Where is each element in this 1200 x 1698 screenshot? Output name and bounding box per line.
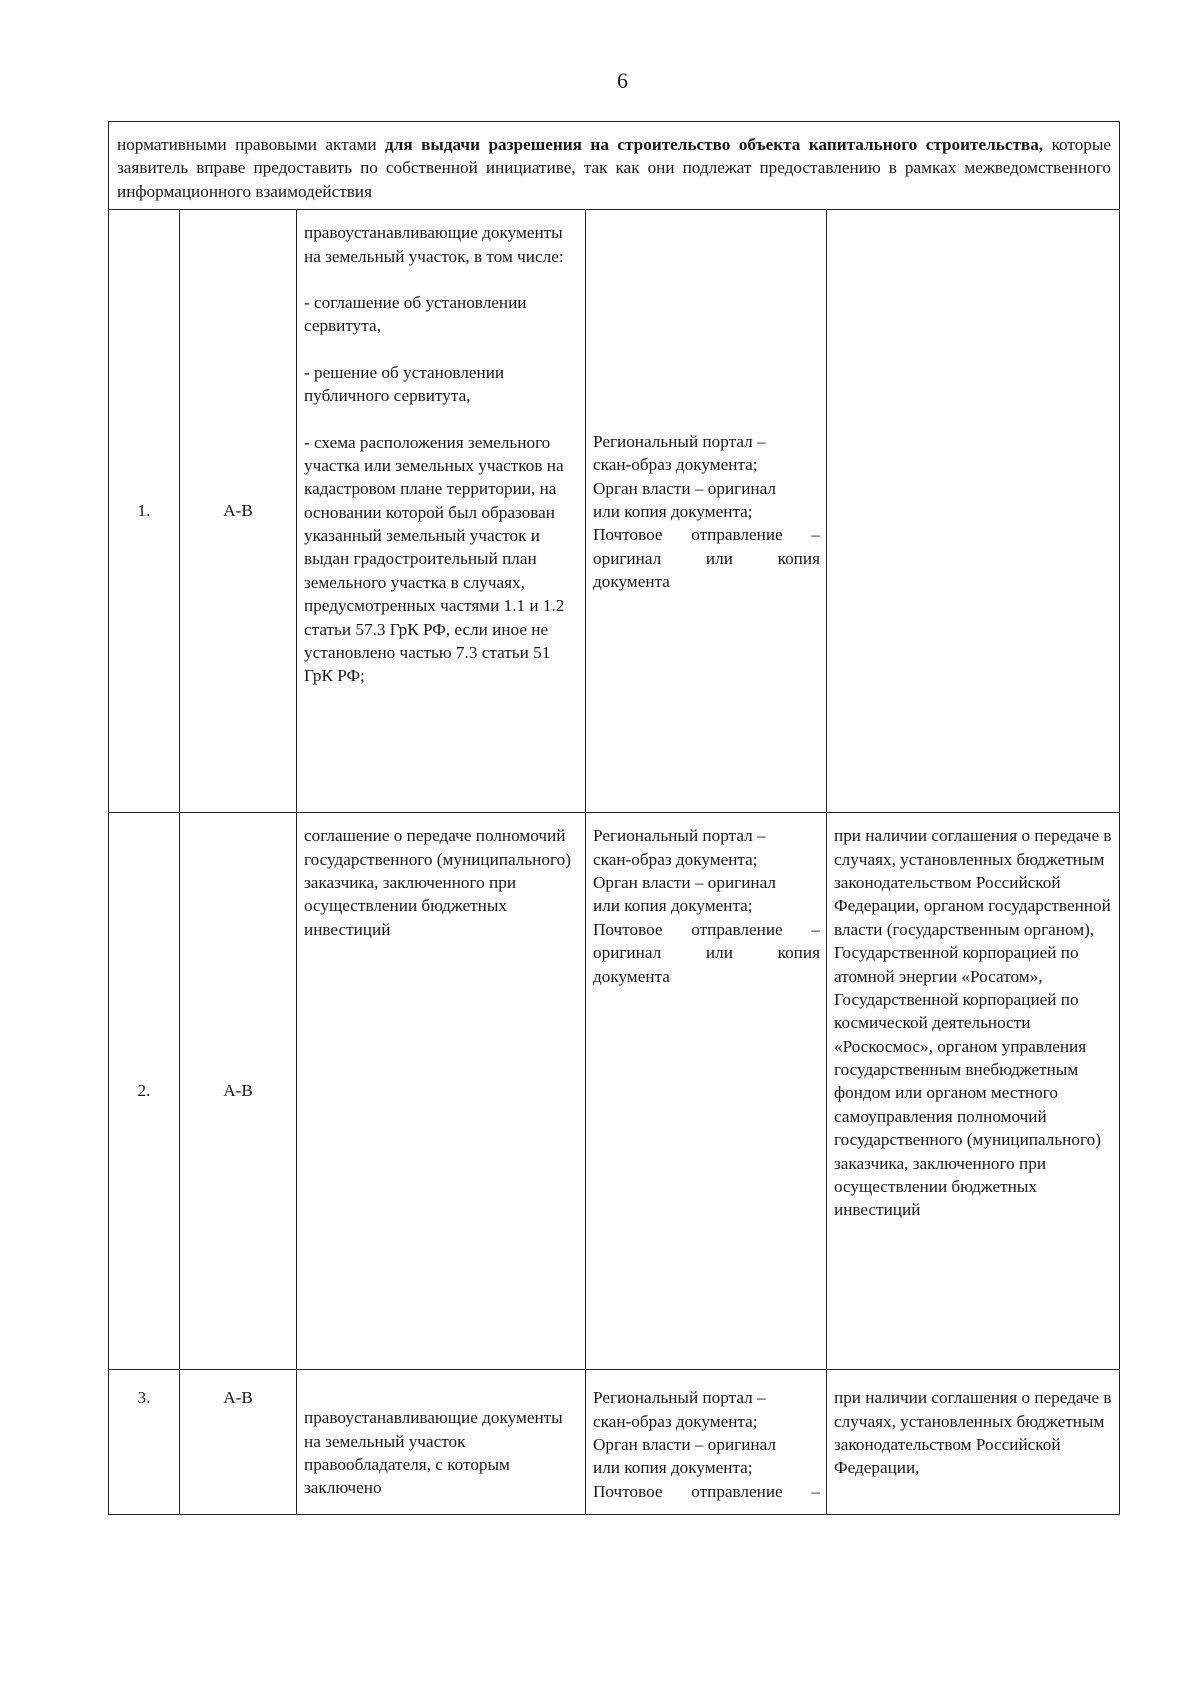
documents-table <box>108 121 1120 1515</box>
row-method <box>586 813 827 1370</box>
method-line: Почтовое отправление – <box>593 525 820 545</box>
method-line: Почтовое отправление – <box>593 919 820 939</box>
document-part: - решение об установлении публичного сервитута, <box>304 362 505 406</box>
table-header-cell <box>109 122 1120 210</box>
row-number: 1. <box>109 210 180 813</box>
header-text-after: которые заявитель вправе предоставить по собственной инициативе, так как они подлежат предоставлению в рамках межведомственного информационного взаимодействия <box>117 135 1112 201</box>
method-line: оригинал или копия <box>593 548 820 568</box>
row-document <box>297 210 586 813</box>
header-text-before: нормативными правовыми актами <box>117 135 377 154</box>
row-method <box>586 1370 827 1515</box>
row-number: 3. <box>109 1370 180 1515</box>
method-line: или копия документа; <box>593 1458 753 1478</box>
method-line: оригинал или копия <box>593 943 820 963</box>
row-document <box>297 1370 586 1515</box>
table-header-row <box>109 122 1120 210</box>
method-line: Региональный портал – <box>593 1388 766 1408</box>
row-code: А-В <box>180 1370 297 1515</box>
method-line: или копия документа; <box>593 896 753 916</box>
page-number: 6 <box>617 68 628 93</box>
row-document <box>297 813 586 1370</box>
method-line: Региональный портал – <box>593 431 766 451</box>
document-part: - схема расположения земельного участка или земельных участков на кадастровом плане территории, на основании которой был образован указанный земельный участок и выдан градостроительный план земельного участка в случаях, предусмотренных частями 1.1 и 1.2 статьи 57.3 ГрК РФ, если иное не установлено частью 7.3 статьи 51 ГрК РФ; <box>304 432 565 686</box>
row-number: 2. <box>109 813 180 1370</box>
row-condition: при наличии соглашения о передаче в случаях, установленных бюджетным законодательством Российской Федерации, органом государственной власти (государственным органом), Государственной корпорацией по атомной энергии «Росатом», Государственной корпорацией по космической деятельности «Роскосмос», органом управления государственным внебюджетным фондом или органом местного самоуправления полномочий государственного (муниципального) заказчика, заключенного при осуществлении бюджетных инвестиций <box>827 813 1120 1370</box>
document-part: соглашение о передаче полномочий государственного (муниципального) заказчика, заключенного при осуществлении бюджетных инвестиций <box>304 826 571 939</box>
table-row <box>109 210 1120 813</box>
method-line: Региональный портал – <box>593 826 766 846</box>
method-line: скан-образ документа; <box>593 849 758 869</box>
method-line: или копия документа; <box>593 501 753 521</box>
row-condition: при наличии соглашения о передаче в случаях, установленных бюджетным законодательством Российской Федерации, <box>827 1370 1120 1515</box>
method-line: скан-образ документа; <box>593 455 758 475</box>
document-part: - соглашение об установлении сервитута, <box>304 292 527 336</box>
header-bold-text: для выдачи разрешения на строительство объекта капитального строительства, <box>385 135 1044 154</box>
row-condition <box>827 210 1120 813</box>
row-method <box>586 210 827 813</box>
method-line: Почтовое отправление – <box>593 1481 820 1501</box>
method-line: Орган власти – оригинал <box>593 872 776 892</box>
document-part: правоустанавливающие документы на земельный участок, в том числе: <box>304 223 564 266</box>
method-line: Орган власти – оригинал <box>593 478 776 498</box>
row-code: А-В <box>180 210 297 813</box>
table-row <box>109 813 1120 1370</box>
method-line: Орган власти – оригинал <box>593 1434 776 1454</box>
method-line: документа <box>593 966 670 986</box>
row-code: А-В <box>180 813 297 1370</box>
table-row <box>109 1370 1120 1515</box>
method-line: документа <box>593 572 670 592</box>
document-part: правоустанавливающие документы на земельный участок правообладателя, с которым заключено <box>304 1408 563 1498</box>
method-line: скан-образ документа; <box>593 1411 758 1431</box>
